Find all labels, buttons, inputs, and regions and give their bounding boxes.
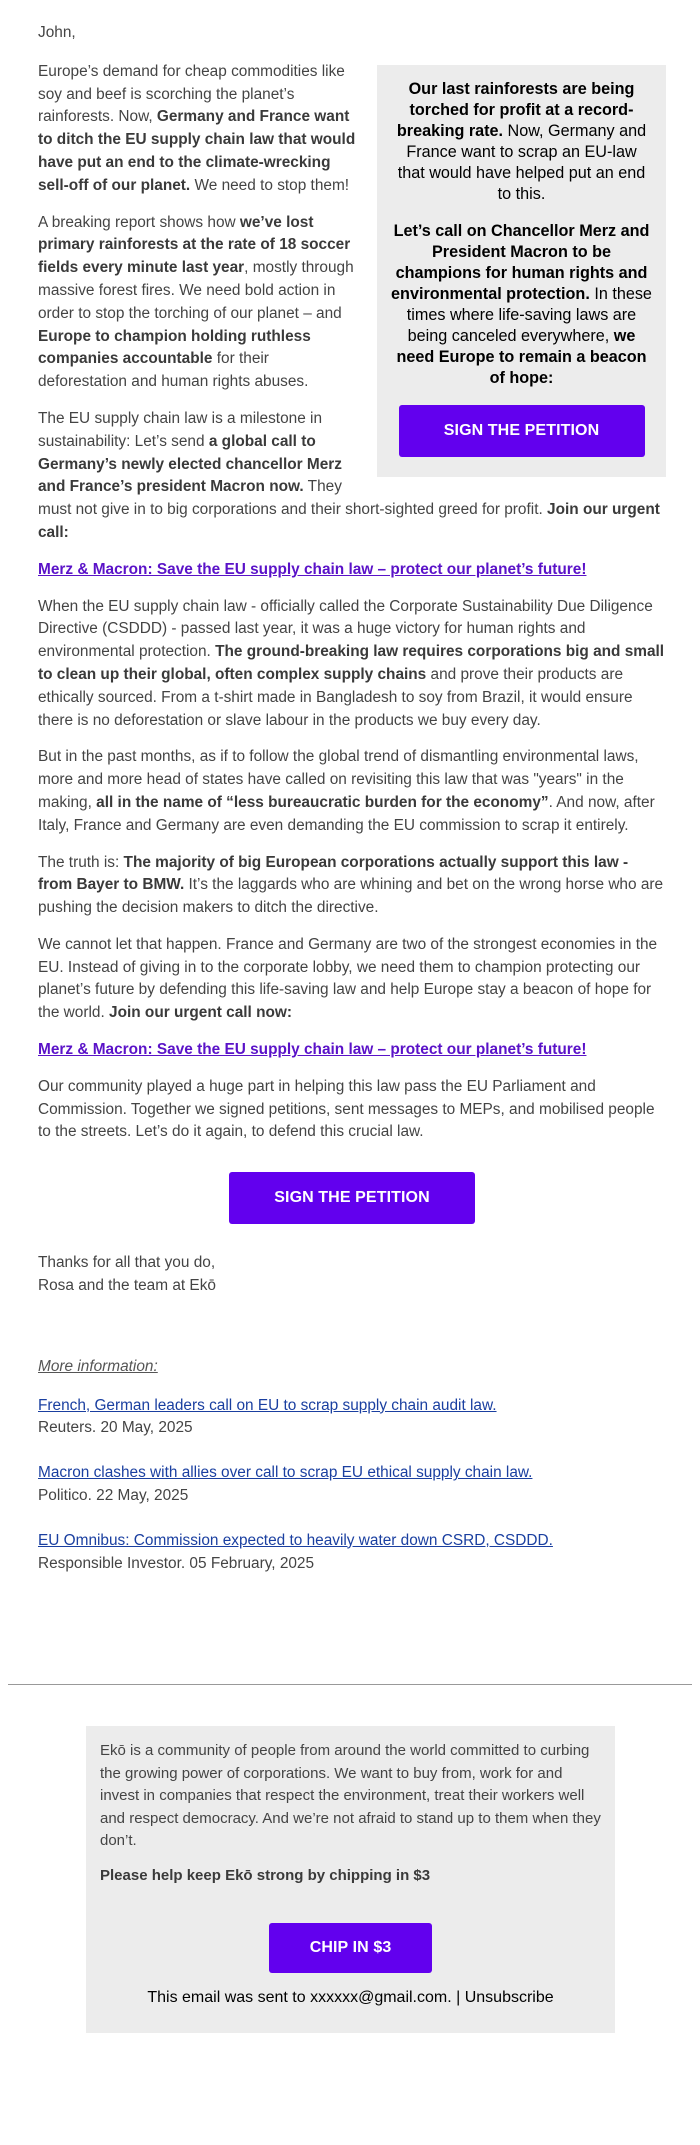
paragraph-milestone: The EU supply chain law is a milestone in sustainability: Let’s send a global call to Germany’s newly elected chancellor Merz and France’s president Macron now. They must not give in to big corporations and their short-sighted greed for profit. Join our urgent call: [38,409,660,541]
source-meta: Reuters. 20 May, 2025 [38,1419,193,1437]
footer-help: Please help keep Ekō strong by chipping in $3 [100,1866,431,1884]
callout-text-1: Our last rainforests are being torched for profit at a record-breaking rate. Now, Germany and France want to scrap an EU-law that would have helped put an end to this. [396,79,647,203]
paragraph-csddd: When the EU supply chain law - officially called the Corporate Sustainability Due Diligence Directive (CSDDD) - passed last year, it was a huge victory for human rights and environmental protection. The ground-breaking law requires corporations big and small to clean up their global, often complex supply chains and prove their products are ethically sourced. From a t-shirt made in Bangladesh to soy from Brazil, it would ensure there is no deforestation or slave labour in the products we buy every day. [38,597,665,729]
source-item [38,1395,666,1441]
footer-divider [8,1684,692,1685]
source-meta: Responsible Investor. 05 February, 2025 [38,1554,315,1572]
footer-about: Ekō is a community of people from around the world committed to curbing the growing power of corporations. We want to buy from, work for and invest in companies that respect the environment, treat their workers well and respect democracy. And we’re not afraid to stand up to them when they don’t. [100,1742,601,1849]
petition-link-1[interactable]: Merz & Macron: Save the EU supply chain law – protect our planet’s future! [38,560,587,578]
more-info-heading: More information: [38,1357,158,1375]
petition-link-2[interactable]: Merz & Macron: Save the EU supply chain law – protect our planet’s future! [38,1041,587,1059]
callout-box [377,65,666,477]
source-link-politico[interactable]: Macron clashes with allies over call to scrap EU ethical supply chain law. [38,1464,533,1482]
footer-box [86,1726,615,2033]
paragraph-report: A breaking report shows how we’ve lost primary rainforests at the rate of 18 soccer fields every minute last year, mostly through massive forest fires. We need bold action in order to stop the torching of our planet – and Europe to champion holding ruthless companies accountable for their deforestation and human rights abuses. [38,213,354,391]
paragraph-cannot-let: We cannot let that happen. France and Germany are two of the strongest economies in the EU. Instead of giving in to the corporate lobby, we need them to champion protecting our planet’s future by defending this life-saving law and help Europe stay a beacon of hope for the world. Join our urgent call now: [38,935,658,1022]
footer-sent-line: This email was sent to xxxxxx@gmail.com. | Unsubscribe [147,1989,554,2006]
unsubscribe-link[interactable]: Unsubscribe [464,1989,554,2006]
paragraph-community: Our community played a huge part in helping this law pass the EU Parliament and Commission. Together we signed petitions, sent messages to MEPs, and mobilised people to the streets. Let’s do it again, to defend this crucial law. [38,1077,655,1141]
source-item [38,1530,666,1576]
source-link-responsible-investor[interactable]: EU Omnibus: Commission expected to heavily water down CSRD, CSDDD. [38,1531,553,1549]
chip-in-button[interactable]: CHIP IN $3 [269,1923,432,1973]
source-link-reuters[interactable]: French, German leaders call on EU to scrap supply chain audit law. [38,1396,497,1414]
paragraph-intro: Europe’s demand for cheap commodities like soy and beef is scorching the planet’s rainforests. Now, Germany and France want to ditch the EU supply chain law that would have put an end to the climate-wrecking sell-off of our planet. We need to stop them! [38,62,356,194]
source-item [38,1462,666,1508]
sign-petition-button[interactable]: SIGN THE PETITION [229,1172,475,1224]
paragraph-dismantling: But in the past months, as if to follow the global trend of dismantling environmental laws, more and more head of states have called on revisiting this law that was "years" in the making, all in the name of “less bureaucratic burden for the economy”. And now, after Italy, France and Germany are even demanding the EU commission to scrap it entirely. [38,748,655,834]
signoff-name: Rosa and the team at Ekō [38,1277,216,1295]
signoff [38,1252,666,1298]
greeting: John, [38,24,76,41]
paragraph-truth: The truth is: The majority of big European corporations actually support this law - from Bayer to BMW. It’s the laggards who are whining and bet on the wrong horse who are pushing the decision makers to ditch the directive. [38,853,664,917]
source-meta: Politico. 22 May, 2025 [38,1487,189,1505]
sidebar-sign-petition-button[interactable]: SIGN THE PETITION [399,405,645,457]
signoff-thanks: Thanks for all that you do, [38,1254,216,1272]
callout-text-2: Let’s call on Chancellor Merz and President Macron to be champions for human rights and environmental protection. In these times where life-saving laws are being canceled everywhere, we need Europe to remain a beacon of hope: [391,221,652,387]
email-body [38,22,666,1575]
